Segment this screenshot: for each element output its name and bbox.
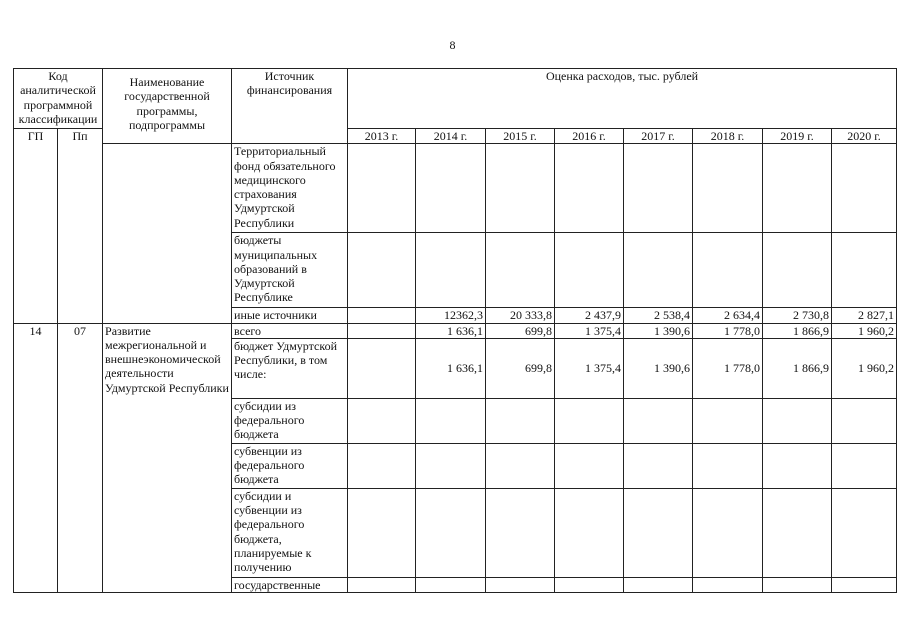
- year-header: 2018 г.: [693, 129, 763, 144]
- value-cell: [486, 443, 555, 488]
- value-cell: 1 390,6: [624, 323, 693, 338]
- value-cell: [416, 398, 486, 443]
- value-cell: 2 538,4: [624, 308, 693, 323]
- source-cell: иные источники: [232, 308, 348, 323]
- value-cell: 1 960,2: [832, 338, 897, 398]
- header-name: Наименование государственной программы, подпрограммы: [103, 69, 232, 144]
- source-cell: субвенции из федерального бюджета: [232, 443, 348, 488]
- value-cell: [832, 398, 897, 443]
- value-cell: [763, 443, 832, 488]
- value-cell: [555, 233, 624, 308]
- source-cell: всего: [232, 323, 348, 338]
- source-cell: Территориальный фонд обязательного медицинского страхования Удмуртской Республики: [232, 144, 348, 233]
- year-header: 2013 г.: [348, 129, 416, 144]
- value-cell: [416, 233, 486, 308]
- name-cell-empty: [103, 144, 232, 323]
- value-cell: [555, 577, 624, 592]
- value-cell: [763, 398, 832, 443]
- value-cell: [624, 398, 693, 443]
- value-cell: [486, 577, 555, 592]
- value-cell: [555, 398, 624, 443]
- value-cell: 1 636,1: [416, 323, 486, 338]
- year-header: 2017 г.: [624, 129, 693, 144]
- value-cell: [348, 338, 416, 398]
- value-cell: [763, 233, 832, 308]
- value-cell: [693, 488, 763, 577]
- source-cell: бюджет Удмуртской Республики, в том числе:: [232, 338, 348, 398]
- value-cell: [624, 144, 693, 233]
- value-cell: 1 866,9: [763, 338, 832, 398]
- value-cell: [486, 488, 555, 577]
- source-cell: субсидии и субвенции из федерального бюджета, планируемые к получению: [232, 488, 348, 577]
- gp-code: 14: [14, 323, 58, 593]
- value-cell: 1 375,4: [555, 323, 624, 338]
- value-cell: [832, 233, 897, 308]
- page-number: 8: [449, 38, 456, 52]
- value-cell: [486, 398, 555, 443]
- value-cell: 2 634,4: [693, 308, 763, 323]
- source-cell: субсидии из федерального бюджета: [232, 398, 348, 443]
- value-cell: [416, 144, 486, 233]
- value-cell: [624, 443, 693, 488]
- value-cell: 2 730,8: [763, 308, 832, 323]
- value-cell: [624, 488, 693, 577]
- value-cell: [624, 233, 693, 308]
- value-cell: [486, 144, 555, 233]
- value-cell: 699,8: [486, 323, 555, 338]
- value-cell: [555, 488, 624, 577]
- value-cell: [416, 443, 486, 488]
- value-cell: [348, 443, 416, 488]
- value-cell: [693, 443, 763, 488]
- value-cell: [763, 144, 832, 233]
- value-cell: 1 375,4: [555, 338, 624, 398]
- value-cell: [555, 443, 624, 488]
- value-cell: [763, 488, 832, 577]
- value-cell: [348, 577, 416, 592]
- year-header: 2020 г.: [832, 129, 897, 144]
- year-header: 2019 г.: [763, 129, 832, 144]
- value-cell: [348, 233, 416, 308]
- value-cell: [832, 144, 897, 233]
- value-cell: 1 960,2: [832, 323, 897, 338]
- header-gp: ГП: [14, 129, 58, 324]
- value-cell: [832, 488, 897, 577]
- value-cell: 20 333,8: [486, 308, 555, 323]
- pp-code: 07: [58, 323, 103, 593]
- value-cell: [416, 577, 486, 592]
- header-estimate: Оценка расходов, тыс. рублей: [348, 69, 897, 129]
- value-cell: [832, 577, 897, 592]
- value-cell: [693, 398, 763, 443]
- value-cell: [693, 144, 763, 233]
- year-header: 2016 г.: [555, 129, 624, 144]
- value-cell: 12362,3: [416, 308, 486, 323]
- value-cell: [348, 308, 416, 323]
- header-source: Источник финансирования: [232, 69, 348, 144]
- source-cell: государственные: [232, 577, 348, 592]
- value-cell: [693, 577, 763, 592]
- value-cell: [416, 488, 486, 577]
- value-cell: [555, 144, 624, 233]
- value-cell: [486, 233, 555, 308]
- expenditure-table: [13, 68, 897, 593]
- value-cell: 2 827,1: [832, 308, 897, 323]
- value-cell: [348, 488, 416, 577]
- value-cell: [348, 144, 416, 233]
- header-code: Код аналитической программной классификации: [14, 69, 103, 129]
- value-cell: 1 778,0: [693, 338, 763, 398]
- value-cell: [763, 577, 832, 592]
- value-cell: 1 866,9: [763, 323, 832, 338]
- value-cell: [693, 233, 763, 308]
- value-cell: [348, 323, 416, 338]
- source-cell: бюджеты муниципальных образований в Удмуртской Республике: [232, 233, 348, 308]
- value-cell: [624, 577, 693, 592]
- value-cell: 1 636,1: [416, 338, 486, 398]
- value-cell: [348, 398, 416, 443]
- value-cell: 1 778,0: [693, 323, 763, 338]
- program-name: Развитие межрегиональной и внешнеэкономической деятельности Удмуртской Республики: [103, 323, 232, 593]
- year-header: 2015 г.: [486, 129, 555, 144]
- year-header: 2014 г.: [416, 129, 486, 144]
- value-cell: 699,8: [486, 338, 555, 398]
- value-cell: 2 437,9: [555, 308, 624, 323]
- value-cell: 1 390,6: [624, 338, 693, 398]
- value-cell: [832, 443, 897, 488]
- header-pp: Пп: [58, 129, 103, 324]
